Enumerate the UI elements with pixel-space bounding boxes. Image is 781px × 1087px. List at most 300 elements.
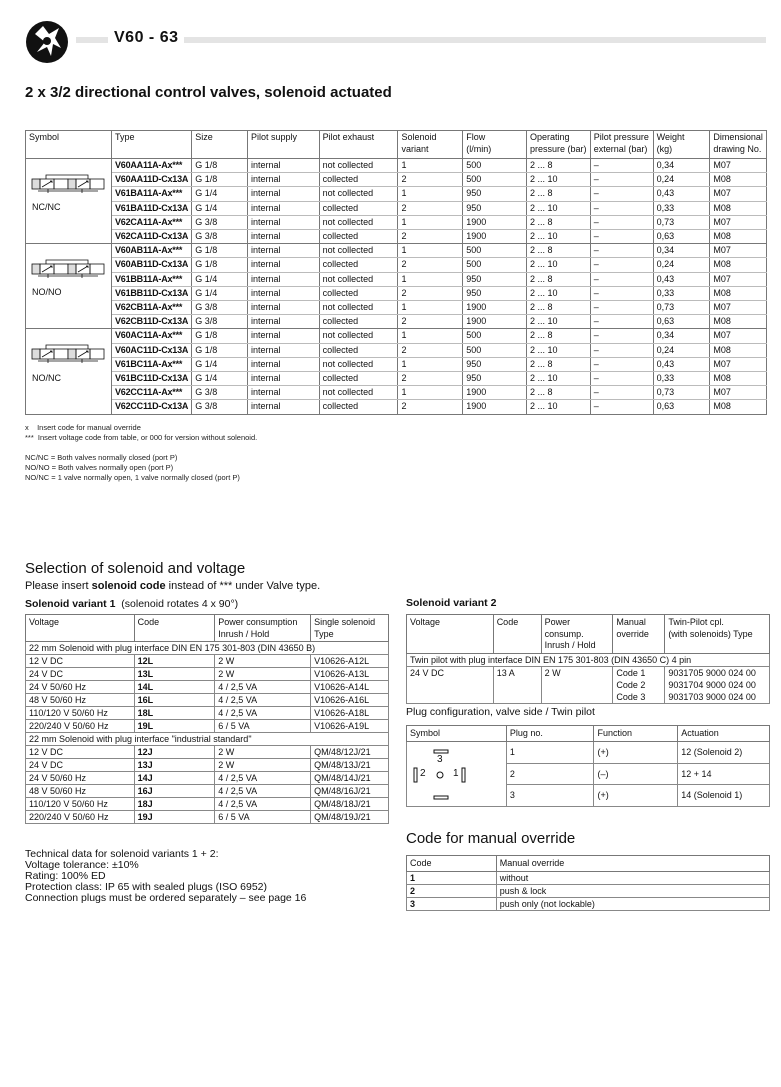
variant1-cell: 24 V DC — [26, 668, 135, 681]
valve-col-header-line: variant — [401, 143, 429, 154]
valve-cell: – — [590, 173, 653, 187]
variant1-group-row — [26, 733, 389, 746]
valve-cell: 1 — [398, 244, 463, 258]
plug-pin-1-label: 1 — [453, 767, 459, 779]
footnotes — [25, 423, 257, 443]
variant2-override-1: Code 1 — [613, 666, 665, 679]
valve-row — [26, 258, 767, 272]
variant1-cell: QM/48/19J/21 — [311, 811, 389, 824]
valve-cell: 1 — [398, 159, 463, 173]
valve-cell: 1 — [398, 187, 463, 201]
valve-cell: collected — [319, 315, 398, 329]
valve-cell: 2 ... 8 — [526, 244, 590, 258]
valve-cell: internal — [247, 244, 319, 258]
variant1-cell: V10626-A14L — [311, 681, 389, 694]
valve-col-header — [247, 131, 319, 159]
variant1-cell: V10626-A16L — [311, 694, 389, 707]
variant1-col-header-line: Power consumption — [218, 617, 298, 627]
valve-col-header-line: external (bar) — [593, 143, 648, 154]
manual-override-title: Code for manual override — [406, 830, 576, 847]
variant1-col-header-line: Single solenoid — [314, 617, 376, 627]
variant1-cell: 4 / 2,5 VA — [215, 707, 311, 720]
variant1-cell: 6 / 5 VA — [215, 811, 311, 824]
valve-cell: 0,33 — [653, 372, 710, 386]
plug-function: (+) — [594, 785, 678, 806]
variant2-col-header — [613, 615, 665, 654]
valve-col-header — [111, 131, 191, 159]
valve-cell: 0,43 — [653, 357, 710, 371]
valve-cell: V61BB11D-Cx13A — [111, 286, 191, 300]
variant2-type-3: 9031703 9000 024 00 — [665, 691, 770, 704]
variant2-col-header — [407, 615, 494, 654]
variant1-col-header — [215, 615, 311, 642]
valve-cell: – — [590, 201, 653, 215]
valve-cell: – — [590, 343, 653, 357]
variant1-cell: 2 W — [215, 655, 311, 668]
variant1-row — [26, 655, 389, 668]
variant2-override-3: Code 3 — [613, 691, 665, 704]
valve-cell: 950 — [463, 372, 527, 386]
valve-row — [26, 386, 767, 400]
page-title: V60 - 63 — [108, 29, 184, 47]
variant1-title: Solenoid variant 1 — [25, 598, 116, 610]
valve-cell: 2 ... 10 — [526, 258, 590, 272]
variant1-cell: QM/48/12J/21 — [311, 746, 389, 759]
valve-cell: V60AC11A-Ax*** — [111, 329, 191, 343]
valve-cell: 0,34 — [653, 244, 710, 258]
valve-cell: 950 — [463, 286, 527, 300]
tech-data-rating: Rating: 100% ED — [25, 870, 106, 882]
valve-symbol-icon — [26, 258, 111, 284]
valve-cell: internal — [247, 329, 319, 343]
valve-cell: 0,63 — [653, 315, 710, 329]
valve-cell: 2 ... 8 — [526, 272, 590, 286]
valve-col-header-line: Symbol — [29, 132, 60, 142]
valve-cell: M07 — [710, 244, 767, 258]
solenoid-variant2-table — [406, 614, 770, 704]
variant2-power: 2 W — [541, 666, 613, 703]
legend-no-no: NO/NO = Both valves normally open (port P) — [25, 463, 174, 472]
valve-cell: not collected — [319, 215, 398, 229]
valve-cell: 2 ... 8 — [526, 386, 590, 400]
valve-cell: V61BA11A-Ax*** — [111, 187, 191, 201]
valve-cell: M07 — [710, 215, 767, 229]
variant1-cell: QM/48/14J/21 — [311, 772, 389, 785]
valve-col-header — [710, 131, 767, 159]
plug-config-table — [406, 725, 770, 807]
valve-cell: G 1/4 — [192, 187, 248, 201]
valve-cell: 2 ... 8 — [526, 357, 590, 371]
variant1-cell: 18J — [134, 798, 215, 811]
variant1-cell: 24 V 50/60 Hz — [26, 772, 135, 785]
valve-cell: G 1/8 — [192, 329, 248, 343]
valve-cell: M08 — [710, 230, 767, 244]
override-cell: 1 — [407, 871, 497, 884]
variant2-col-header-line: Twin-Pilot cpl. — [668, 617, 724, 627]
variant1-cell: 12 V DC — [26, 655, 135, 668]
valve-cell: V60AB11A-Ax*** — [111, 244, 191, 258]
plug-col-header: Plug no. — [506, 726, 594, 742]
valve-cell: 1900 — [463, 301, 527, 315]
override-cell: 2 — [407, 884, 497, 897]
variant1-cell: 110/120 V 50/60 Hz — [26, 707, 135, 720]
valve-cell: collected — [319, 372, 398, 386]
valve-cell: V61BA11D-Cx13A — [111, 201, 191, 215]
valve-col-header — [192, 131, 248, 159]
valve-row — [26, 201, 767, 215]
legend-notes — [25, 453, 240, 483]
variant1-row — [26, 746, 389, 759]
valve-cell: internal — [247, 215, 319, 229]
valve-cell: 0,24 — [653, 173, 710, 187]
variant1-row — [26, 668, 389, 681]
valve-cell: M08 — [710, 400, 767, 414]
valve-cell: 0,73 — [653, 301, 710, 315]
valve-cell: M07 — [710, 329, 767, 343]
valve-col-header-line: drawing No. — [713, 143, 762, 154]
valve-cell: V62CA11D-Cx13A — [111, 230, 191, 244]
valve-cell: 500 — [463, 244, 527, 258]
valve-cell: not collected — [319, 301, 398, 315]
valve-cell: internal — [247, 187, 319, 201]
valve-row — [26, 230, 767, 244]
valve-cell: 950 — [463, 357, 527, 371]
variant2-col-header-line: Manual — [616, 617, 646, 627]
valve-cell: – — [590, 315, 653, 329]
valve-cell: collected — [319, 230, 398, 244]
variant1-row — [26, 707, 389, 720]
valve-cell: 2 ... 10 — [526, 400, 590, 414]
variant2-col-header-line: Power consump. — [544, 617, 584, 639]
valve-cell: V62CC11A-Ax*** — [111, 386, 191, 400]
variant1-col-header-line: Type — [314, 628, 334, 639]
variant1-cell: 18L — [134, 707, 215, 720]
variant1-cell: 110/120 V 50/60 Hz — [26, 798, 135, 811]
valve-col-header — [26, 131, 112, 159]
valve-row — [26, 301, 767, 315]
plug-function: (–) — [594, 763, 678, 784]
valve-row — [26, 244, 767, 258]
valve-cell: V61BC11A-Ax*** — [111, 357, 191, 371]
valve-cell: internal — [247, 201, 319, 215]
valve-symbol-label: NO/NO — [32, 287, 62, 298]
variant1-col-header — [134, 615, 215, 642]
variant1-cell: 12J — [134, 746, 215, 759]
valve-col-header-line: (kg) — [656, 143, 673, 154]
tech-data-plugs: Connection plugs must be ordered separately – see page 16 — [25, 892, 307, 904]
valve-cell: 2 ... 8 — [526, 215, 590, 229]
valve-cell: – — [590, 286, 653, 300]
valve-cell: internal — [247, 272, 319, 286]
variant1-col-header — [311, 615, 389, 642]
variant1-cell: V10626-A19L — [311, 720, 389, 733]
valve-symbol-icon — [26, 343, 111, 369]
variant2-override-2: Code 2 — [613, 679, 665, 691]
override-row — [407, 897, 770, 910]
valve-cell: collected — [319, 343, 398, 357]
valve-cell: V60AA11A-Ax*** — [111, 159, 191, 173]
valve-cell: 1900 — [463, 230, 527, 244]
valve-cell: 0,34 — [653, 159, 710, 173]
valve-col-header — [590, 131, 653, 159]
valve-col-header — [319, 131, 398, 159]
valve-cell: not collected — [319, 386, 398, 400]
valve-col-header-line: Size — [195, 132, 213, 142]
valve-row — [26, 357, 767, 371]
valve-cell: V62CB11A-Ax*** — [111, 301, 191, 315]
valve-symbol-icon — [26, 173, 111, 199]
valve-cell: G 1/8 — [192, 173, 248, 187]
valve-cell: 0,73 — [653, 215, 710, 229]
valve-cell: internal — [247, 173, 319, 187]
tech-data — [25, 849, 306, 904]
variant1-cell: 16J — [134, 785, 215, 798]
valve-row — [26, 272, 767, 286]
valve-symbol-label: NO/NC — [32, 372, 61, 383]
valve-cell: 1900 — [463, 400, 527, 414]
valve-cell: internal — [247, 230, 319, 244]
valve-row — [26, 187, 767, 201]
variant1-cell: 13L — [134, 668, 215, 681]
variant2-col-header-line: Code — [496, 617, 519, 627]
variant1-cell: 48 V 50/60 Hz — [26, 694, 135, 707]
valve-cell: 950 — [463, 187, 527, 201]
symbol-cell — [26, 244, 112, 329]
valve-cell: M07 — [710, 386, 767, 400]
valve-cell: – — [590, 301, 653, 315]
valve-row — [26, 159, 767, 173]
valve-row — [26, 400, 767, 414]
valve-cell: 0,24 — [653, 343, 710, 357]
valve-cell: 2 — [398, 343, 463, 357]
valve-cell: 0,63 — [653, 400, 710, 414]
intro-bold: solenoid code — [91, 580, 166, 592]
valve-cell: V60AB11D-Cx13A — [111, 258, 191, 272]
variant2-voltage: 24 V DC — [407, 666, 494, 703]
valve-cell: V62CA11A-Ax*** — [111, 215, 191, 229]
plug-no: 2 — [506, 763, 594, 784]
plug-actuation: 12 (Solenoid 2) — [678, 741, 770, 763]
valve-row — [26, 173, 767, 187]
valve-col-header — [398, 131, 463, 159]
plug-col-header: Function — [594, 726, 678, 742]
valve-cell: – — [590, 272, 653, 286]
variant1-cell: 220/240 V 50/60 Hz — [26, 811, 135, 824]
valve-cell: internal — [247, 315, 319, 329]
variant2-col-header-line: Inrush / Hold — [544, 640, 596, 650]
variant1-cell: 19J — [134, 811, 215, 824]
variant1-cell: 4 / 2,5 VA — [215, 681, 311, 694]
valve-cell: M07 — [710, 187, 767, 201]
valve-col-header-line: pressure (bar) — [529, 143, 587, 154]
variant2-group-label: Twin pilot with plug interface DIN EN 175 301-803 (DIN 43650 C) 4 pin — [407, 653, 770, 666]
valve-cell: internal — [247, 286, 319, 300]
valve-cell: 2 — [398, 173, 463, 187]
solenoid-variant1-table — [25, 614, 389, 824]
valve-cell: 0,43 — [653, 272, 710, 286]
valve-cell: 500 — [463, 329, 527, 343]
override-cell: without — [496, 871, 769, 884]
variant1-cell: 4 / 2,5 VA — [215, 798, 311, 811]
intro-pre: Please insert — [25, 580, 92, 592]
plug-config-title: Plug configuration, valve side / Twin pilot — [406, 706, 595, 718]
variant1-heading — [25, 598, 238, 610]
solenoid-section-title: Selection of solenoid and voltage — [25, 560, 246, 577]
variant1-row — [26, 772, 389, 785]
valve-cell: not collected — [319, 272, 398, 286]
valve-col-header-line: Pilot exhaust — [322, 132, 375, 142]
valve-cell: internal — [247, 258, 319, 272]
variant1-cell: V10626-A12L — [311, 655, 389, 668]
valve-cell: G 3/8 — [192, 386, 248, 400]
variant1-row — [26, 681, 389, 694]
valve-cell: G 1/4 — [192, 357, 248, 371]
plug-no: 3 — [506, 785, 594, 806]
variant1-note: (solenoid rotates 4 x 90°) — [121, 598, 239, 610]
valve-cell: collected — [319, 400, 398, 414]
variant1-col-header-line: Code — [137, 617, 160, 627]
variant2-code: 13 A — [493, 666, 541, 703]
plug-pin-2-label: 2 — [420, 767, 426, 779]
variant1-cell: 14L — [134, 681, 215, 694]
valve-cell: 500 — [463, 173, 527, 187]
valve-cell: 2 — [398, 230, 463, 244]
variant1-cell: QM/48/13J/21 — [311, 759, 389, 772]
valve-col-header-line: Weight — [656, 132, 685, 142]
plug-function: (+) — [594, 741, 678, 763]
valve-cell: V60AA11D-Cx13A — [111, 173, 191, 187]
valve-col-header-line: Type — [114, 132, 135, 142]
valve-cell: – — [590, 159, 653, 173]
valve-cell: G 1/8 — [192, 159, 248, 173]
valve-cell: 1 — [398, 357, 463, 371]
valve-cell: 1 — [398, 329, 463, 343]
valve-cell: 2 — [398, 372, 463, 386]
tech-data-tolerance: Voltage tolerance: ±10% — [25, 859, 139, 871]
valve-cell: 2 ... 10 — [526, 230, 590, 244]
symbol-cell — [26, 159, 112, 244]
valve-cell: M08 — [710, 201, 767, 215]
valve-cell: 950 — [463, 272, 527, 286]
plug-symbol-cell — [407, 741, 507, 806]
valve-cell: collected — [319, 258, 398, 272]
valve-cell: 2 ... 10 — [526, 343, 590, 357]
valve-cell: – — [590, 258, 653, 272]
override-row — [407, 884, 770, 897]
valve-cell: 2 ... 8 — [526, 329, 590, 343]
valve-cell: internal — [247, 372, 319, 386]
plug-col-header: Symbol — [407, 726, 507, 742]
valve-cell: 0,34 — [653, 329, 710, 343]
plug-pin-3-label: 3 — [437, 753, 443, 765]
plug-symbol-icon — [411, 746, 467, 802]
valve-row — [26, 372, 767, 386]
variant2-col-header — [541, 615, 613, 654]
valve-cell: 0,73 — [653, 386, 710, 400]
variant2-col-header — [665, 615, 770, 654]
variant1-cell: 13J — [134, 759, 215, 772]
variant1-row — [26, 811, 389, 824]
valve-cell: G 1/8 — [192, 343, 248, 357]
valve-cell: 2 ... 10 — [526, 173, 590, 187]
valve-cell: G 1/4 — [192, 201, 248, 215]
manual-override-table — [406, 855, 770, 911]
valve-cell: – — [590, 357, 653, 371]
main-title: 2 x 3/2 directional control valves, solenoid actuated — [25, 84, 392, 101]
override-cell: 3 — [407, 897, 497, 910]
variant2-type-2: 9031704 9000 024 00 — [665, 679, 770, 691]
valve-cell: V61BB11A-Ax*** — [111, 272, 191, 286]
valve-cell: – — [590, 329, 653, 343]
valve-cell: G 3/8 — [192, 301, 248, 315]
variant2-col-header — [493, 615, 541, 654]
valve-cell: 2 — [398, 315, 463, 329]
valve-cell: 2 ... 10 — [526, 201, 590, 215]
valve-symbol-label: NC/NC — [32, 202, 61, 213]
valve-cell: – — [590, 400, 653, 414]
valve-cell: G 1/8 — [192, 258, 248, 272]
variant1-cell: 24 V DC — [26, 759, 135, 772]
valve-table — [25, 130, 767, 415]
valve-cell: 950 — [463, 201, 527, 215]
variant1-group-label: 22 mm Solenoid with plug interface DIN EN 175 301-803 (DIN 43650 B) — [26, 642, 389, 655]
variant1-cell: 4 / 2,5 VA — [215, 694, 311, 707]
valve-cell: 2 ... 8 — [526, 187, 590, 201]
valve-cell: internal — [247, 159, 319, 173]
override-cell: push only (not lockable) — [496, 897, 769, 910]
valve-row — [26, 215, 767, 229]
valve-cell: 0,33 — [653, 286, 710, 300]
valve-cell: internal — [247, 386, 319, 400]
variant1-cell: V10626-A18L — [311, 707, 389, 720]
footnote-stars: *** Insert voltage code from table, or 000 for version without solenoid. — [25, 433, 258, 442]
valve-cell: internal — [247, 301, 319, 315]
solenoid-intro — [25, 580, 320, 592]
valve-cell: not collected — [319, 357, 398, 371]
valve-cell: M08 — [710, 286, 767, 300]
variant1-cell: 48 V 50/60 Hz — [26, 785, 135, 798]
valve-cell: G 1/4 — [192, 272, 248, 286]
variant2-title: Solenoid variant 2 — [406, 597, 497, 609]
valve-cell: 2 — [398, 286, 463, 300]
valve-cell: 2 ... 10 — [526, 286, 590, 300]
valve-cell: V61BC11D-Cx13A — [111, 372, 191, 386]
valve-row — [26, 343, 767, 357]
variant1-cell: 24 V 50/60 Hz — [26, 681, 135, 694]
symbol-cell — [26, 329, 112, 414]
variant1-row — [26, 694, 389, 707]
plug-actuation: 14 (Solenoid 1) — [678, 785, 770, 806]
valve-col-header-line: Pilot pressure — [593, 132, 649, 142]
variant1-cell: 2 W — [215, 759, 311, 772]
valve-cell: V62CC11D-Cx13A — [111, 400, 191, 414]
valve-cell: 2 ... 8 — [526, 159, 590, 173]
valve-cell: M08 — [710, 258, 767, 272]
valve-row — [26, 315, 767, 329]
plug-no: 1 — [506, 741, 594, 763]
valve-cell: internal — [247, 357, 319, 371]
valve-cell: 1900 — [463, 215, 527, 229]
valve-cell: 1900 — [463, 386, 527, 400]
variant1-group-row — [26, 642, 389, 655]
valve-cell: G 1/4 — [192, 286, 248, 300]
valve-cell: 1 — [398, 386, 463, 400]
valve-cell: 500 — [463, 343, 527, 357]
valve-cell: 0,24 — [653, 258, 710, 272]
valve-cell: 1900 — [463, 315, 527, 329]
variant1-cell: 220/240 V 50/60 Hz — [26, 720, 135, 733]
variant1-cell: 4 / 2,5 VA — [215, 772, 311, 785]
